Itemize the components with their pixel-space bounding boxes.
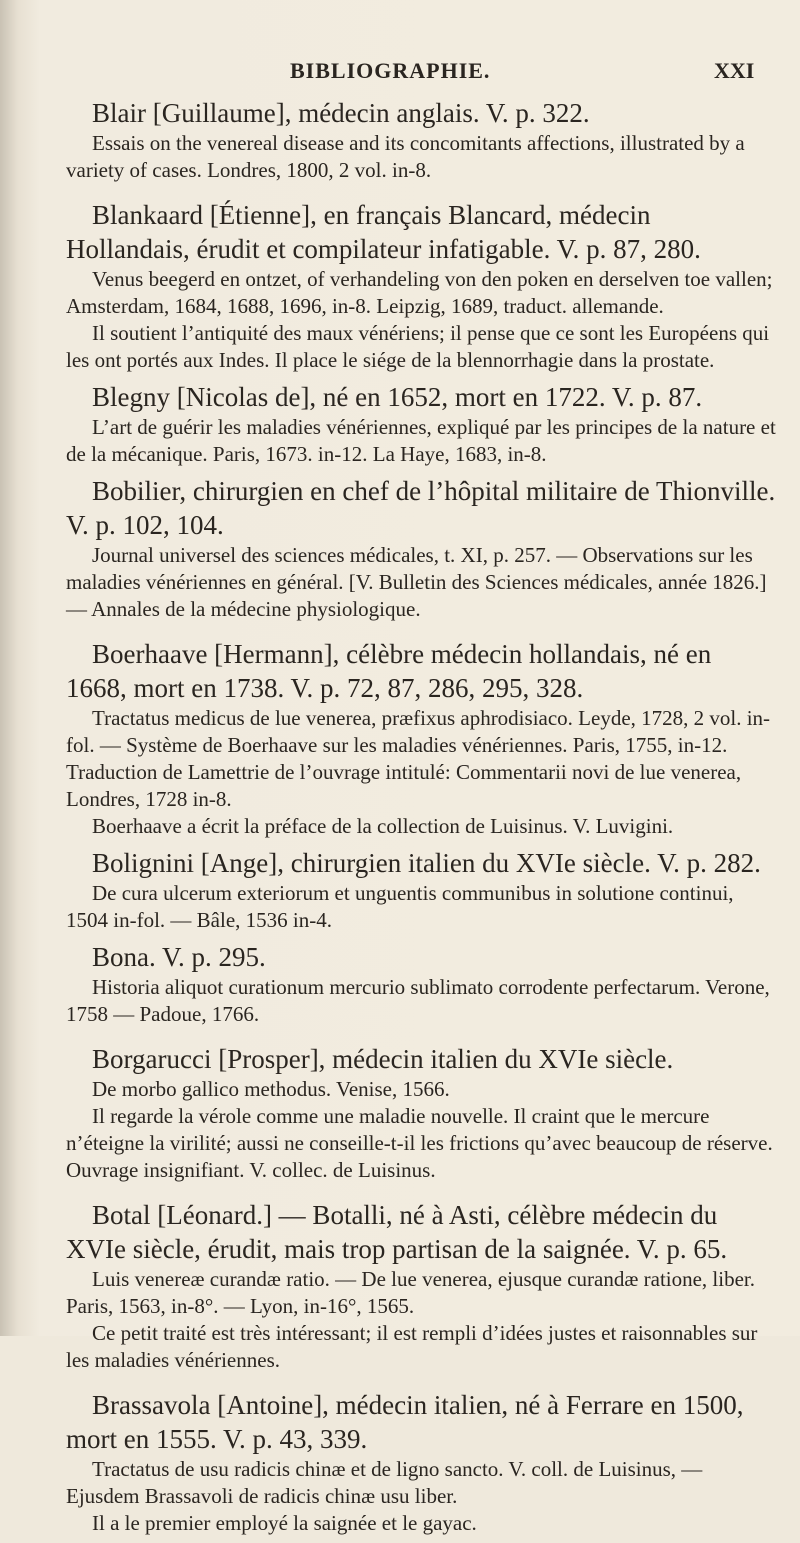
entry-heading: Borgarucci [Prosper], médecin italien du XVIe siècle. <box>92 1044 674 1074</box>
entry-heading: Blankaard [Étienne], en français Blancard, médecin Hollandais, érudit et compilateur infatigable. V. p. 87, 280. <box>66 200 701 264</box>
entry-blair <box>66 96 778 184</box>
entry-paragraph: De cura ulcerum exteriorum et unguentis communibus in solutione continui, 1504 in-fol. — Bâle, 1536 in-4. <box>66 881 734 932</box>
entry-paragraph: Luis venereæ curandæ ratio. — De lue venerea, ejusque curandæ ratione, liber. Paris, 1563, in-8°. — Lyon, in-16°, 1565. <box>66 1267 756 1318</box>
page-number: XXI <box>714 58 755 83</box>
entry-paragraph: Essais on the venereal disease and its concomitants affections, illustrated by a variety of cases. Londres, 1800, 2 vol. in-8. <box>66 131 745 182</box>
entry-heading: Boerhaave [Hermann], célèbre médecin hollandais, né en 1668, mort en 1738. V. p. 72, 87, 286, 295, 328. <box>66 639 712 703</box>
entry-paragraph: Il regarde la vérole comme une maladie nouvelle. Il craint que le mercure n’éteigne la virilité; aussi ne conseille-t-il les frictions qu’avec beaucoup de réserve. Ouvrage insignifiant. V. collec. de Luisinus. <box>66 1104 773 1182</box>
entry-heading: Brassavola [Antoine], médecin italien, né à Ferrare en 1500, mort en 1555. V. p. 43, 339. <box>66 1390 744 1454</box>
entry-blegny <box>66 380 778 468</box>
entry-heading: Blegny [Nicolas de], né en 1652, mort en 1722. V. p. 87. <box>92 382 703 412</box>
entry-paragraph: Historia aliquot curationum mercurio sublimato corrodente perfectarum. Verone, 1758 — Padoue, 1766. <box>66 975 770 1026</box>
entry-paragraph: Tractatus medicus de lue venerea, præfixus aphrodisiaco. Leyde, 1728, 2 vol. in-fol. — Système de Boerhaave sur les maladies vénériennes. Paris, 1755, in-12. Traduction de Lamettrie de l’ouvrage intitulé: Commentarii novi de lue venerea, Londres, 1728 in-8. <box>66 706 771 811</box>
entry-paragraph: Venus beegerd en ontzet, of verhandeling von den poken en derselven toe vallen; Amsterdam, 1684, 1688, 1696, in-8. Leipzig, 1689, traduct. allemande. <box>66 267 773 318</box>
entry-borgarucci <box>66 1042 778 1184</box>
entry-paragraph: Tractatus de usu radicis chinæ et de ligno sancto. V. coll. de Luisinus, — Ejusdem Brassavoli de radicis chinæ usu liber. <box>66 1457 703 1508</box>
entry-paragraph: Il a le premier employé la saignée et le gayac. <box>92 1511 477 1535</box>
page-header <box>0 58 800 88</box>
entry-paragraph: L’art de guérir les maladies vénériennes, expliqué par les principes de la nature et de la mécanique. Paris, 1673. in-12. La Haye, 1683, in-8. <box>66 415 776 466</box>
bibliography-list <box>66 96 778 1543</box>
entry-paragraph: Ce petit traité est très intéressant; il est rempli d’idées justes et raisonnables sur les maladies vénériennes. <box>66 1321 758 1372</box>
entry-heading: Bona. V. p. 295. <box>92 942 266 972</box>
entry-paragraph: Journal universel des sciences médicales, t. XI, p. 257. — Observations sur les maladies vénériennes en général. [V. Bulletin des Sciences médicales, année 1826.] — Annales de la médecine physiologique. <box>66 543 767 621</box>
entry-bobilier <box>66 474 778 623</box>
entry-heading: Blair [Guillaume], médecin anglais. V. p. 322. <box>92 98 590 128</box>
entry-blankaard <box>66 198 778 374</box>
entry-boerhaave <box>66 637 778 840</box>
entry-paragraph: Boerhaave a écrit la préface de la collection de Luisinus. V. Luvigini. <box>92 814 674 838</box>
entry-heading: Botal [Léonard.] — Botalli, né à Asti, célèbre médecin du XVIe siècle, érudit, mais trop partisan de la saignée. V. p. 65. <box>66 1200 728 1264</box>
entry-bolignini <box>66 846 778 934</box>
entry-bona <box>66 940 778 1028</box>
entry-paragraph: Il soutient l’antiquité des maux vénériens; il pense que ce sont les Européens qui les ont portés aux Indes. Il place le siége de la blennorrhagie dans la prostate. <box>66 321 770 372</box>
running-title: BIBLIOGRAPHIE. <box>290 58 491 83</box>
entry-heading: Bobilier, chirurgien en chef de l’hôpital militaire de Thionville. V. p. 102, 104. <box>66 476 776 540</box>
entry-heading: Bolignini [Ange], chirurgien italien du XVIe siècle. V. p. 282. <box>92 848 761 878</box>
entry-brassavola <box>66 1388 778 1537</box>
entry-paragraph: De morbo gallico methodus. Venise, 1566. <box>92 1077 450 1101</box>
entry-botal <box>66 1198 778 1374</box>
